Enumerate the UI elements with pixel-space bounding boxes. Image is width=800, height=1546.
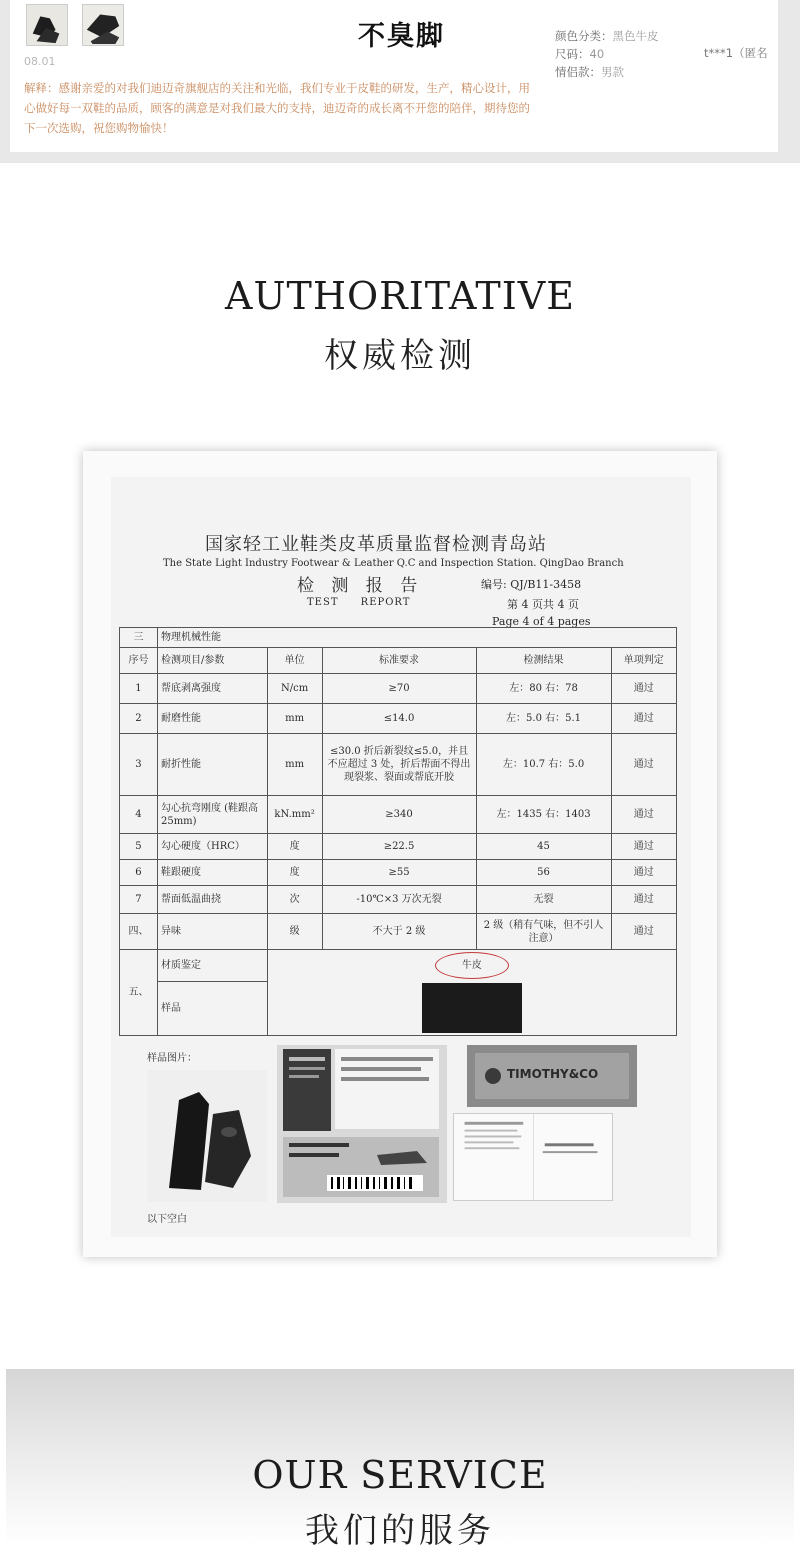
authoritative-title-en: AUTHORITATIVE xyxy=(225,274,575,318)
report-organization-en: The State Light Industry Footwear & Leather Q.C and Inspection Station. QingDao Branch xyxy=(163,558,624,569)
table-row: 五、 材质鉴定 牛皮 xyxy=(120,950,677,982)
table-row: 2 耐磨性能 mm ≤14.0 左：5.0 右：5.1 通过 xyxy=(120,704,677,734)
report-organization: 国家轻工业鞋类皮革质量监督检测青岛站 xyxy=(205,534,547,555)
table-header-row: 序号 检测项目/参数 单位 标准要求 检测结果 单项判定 xyxy=(120,648,677,674)
review-title: 不臭脚 xyxy=(358,21,445,52)
report-table xyxy=(119,627,677,1036)
sku-info xyxy=(555,27,659,81)
reviewer-name: t***1（匿名 xyxy=(704,46,768,60)
material-highlight: 牛皮 xyxy=(435,952,509,979)
table-row: 6 鞋跟硬度 度 ≥55 56 通过 xyxy=(120,860,677,886)
table-row: 4 勾心抗弯刚度 (鞋跟高 25mm) kN.mm² ≥340 左：1435 右：1403 通过 xyxy=(120,796,677,834)
service-title-zh: 我们的服务 xyxy=(305,1511,495,1546)
report-page-en: Page 4 of 4 pages xyxy=(492,615,591,628)
service-title-en: OUR SERVICE xyxy=(252,1453,548,1497)
table-row: 3 耐折性能 mm ≤30.0 折后新裂纹≤5.0，并且不应超过 3 处，折后帮面不得出现裂浆、裂面或帮底开胶 左：10.7 右：5.0 通过 xyxy=(120,734,677,796)
review-card xyxy=(10,0,778,152)
review-photo-thumbnail[interactable] xyxy=(26,4,68,46)
shoe-photo xyxy=(147,1070,267,1202)
report-title: 检 测 报 告 xyxy=(297,576,424,596)
shoe-tags-photo xyxy=(277,1045,447,1203)
table-row: 三 物理机械性能 xyxy=(120,628,677,648)
brand-label-photo xyxy=(467,1045,637,1107)
test-report-document xyxy=(111,477,691,1237)
review-date: 08.01 xyxy=(24,55,56,68)
test-report-image xyxy=(83,451,717,1257)
table-row: 7 帮面低温曲挠 次 -10℃×3 万次无裂 无裂 通过 xyxy=(120,886,677,914)
leather-sample-swatch xyxy=(422,983,522,1033)
brand-logo-text: TIMOTHY&CO xyxy=(507,1067,599,1081)
sku-line: 情侣款：男款 xyxy=(555,65,624,79)
report-number: 编号: QJ/B11-3458 xyxy=(481,578,582,591)
report-subtitle: TEST REPORT xyxy=(307,597,411,608)
seller-reply: 解释：感谢亲爱的对我们迪迈奇旗舰店的关注和光临，我们专业于皮鞋的研发，生产，精心设计，用心做好每一双鞋的品质，顾客的满意是对我们最大的支持，迪迈奇的成长离不开您的陪伴，期待您的下一次选购，祝您购物愉快！ xyxy=(24,81,530,135)
review-photo-thumbnail[interactable] xyxy=(82,4,124,46)
sku-line: 颜色分类：黑色牛皮 xyxy=(555,29,659,43)
table-row: 5 勾心硬度（HRC） 度 ≥22.5 45 通过 xyxy=(120,834,677,860)
authoritative-title-zh: 权威检测 xyxy=(324,336,476,376)
sku-line: 尺码：40 xyxy=(555,47,605,61)
table-row: 四、 异味 级 不大于 2 级 2 级（稍有气味，但不引人注意） 通过 xyxy=(120,914,677,950)
sample-photos-label: 样品图片： xyxy=(147,1053,197,1064)
report-page: 第 4 页共 4 页 xyxy=(507,598,579,611)
review-section xyxy=(0,0,800,163)
certificate-card-photo xyxy=(453,1113,613,1201)
report-end-text: 以下空白 xyxy=(147,1214,187,1225)
service-banner xyxy=(6,1369,794,1546)
table-row: 样品 xyxy=(120,981,677,1036)
table-row: 1 帮底剥离强度 N/cm ≥70 左：80 右：78 通过 xyxy=(120,674,677,704)
